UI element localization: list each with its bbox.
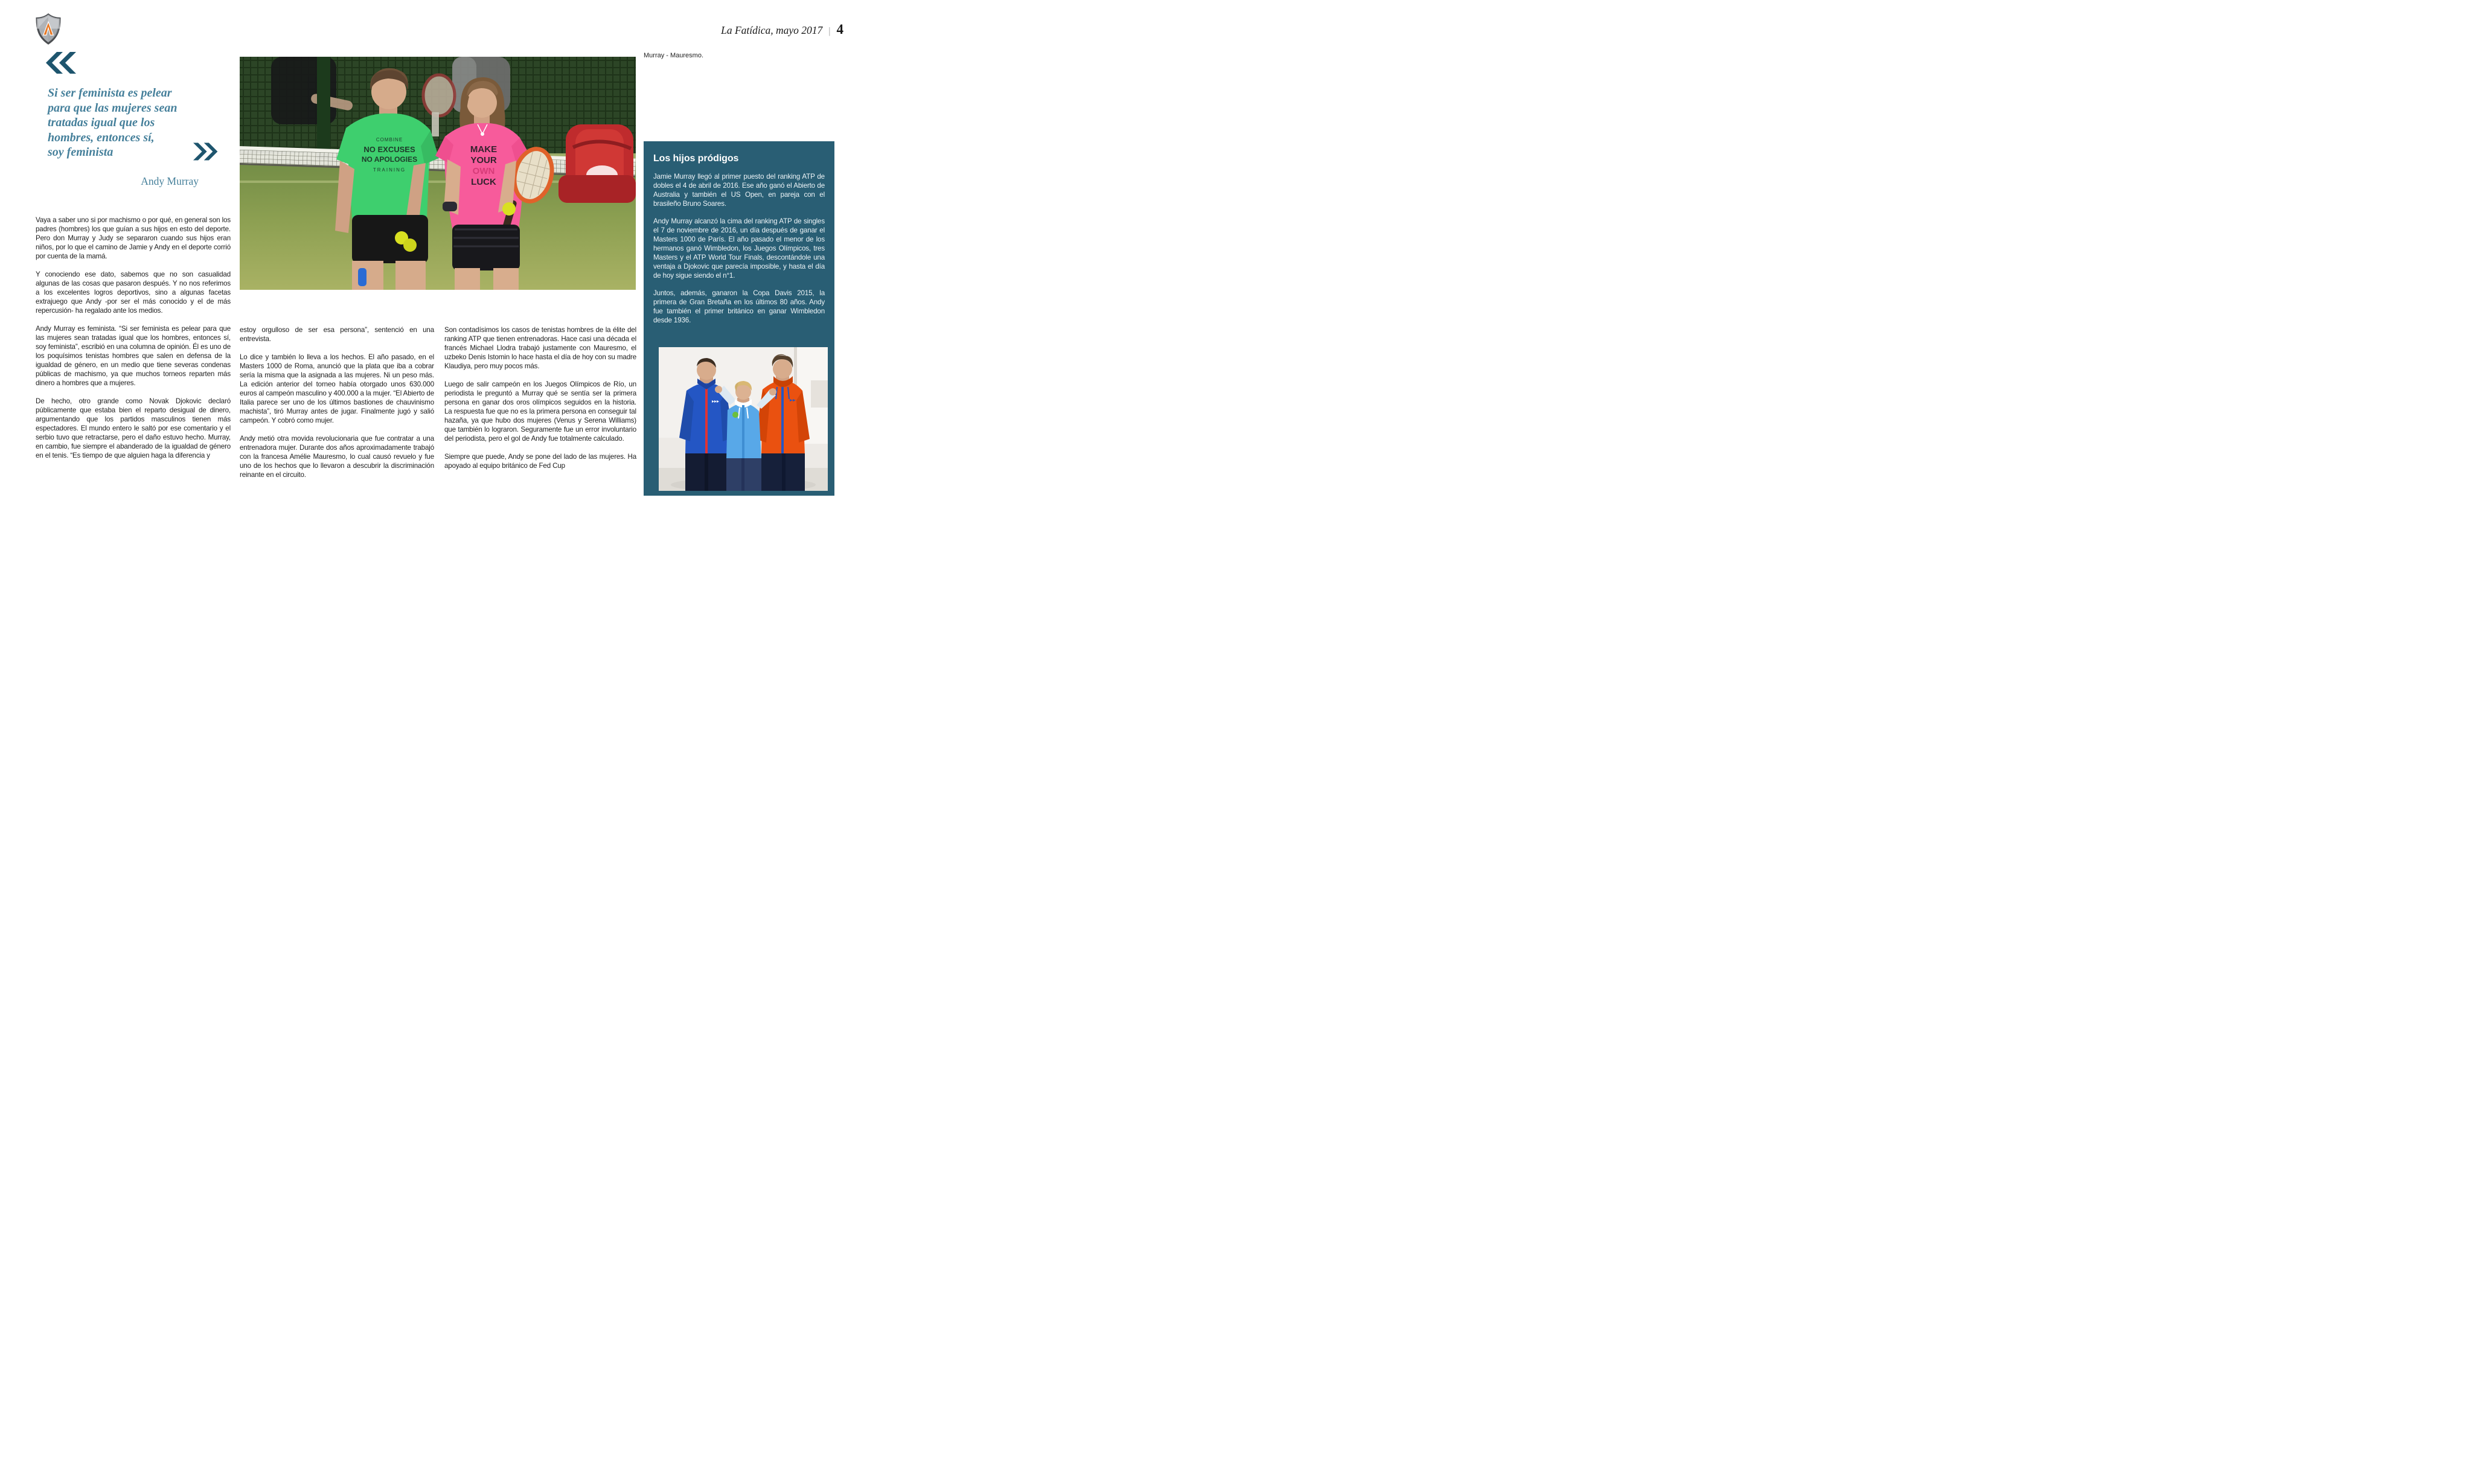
open-quote-icon [45,52,76,74]
family-photo [659,347,828,491]
svg-text:NO EXCUSES: NO EXCUSES [363,145,415,154]
pull-quote-line: para que las mujeres sean [48,101,178,115]
paragraph: De hecho, otro grande como Novak Djokovic declaró públicamente que estaba bien el reparto desigual de dinero, argumentando que los partidos masculinos tienen más espectadores. El mundo entero le saltó por ese comentario y el serbio tuvo que retractarse, pero el daño estuvo hecho. Murray, en cambio, fue siempre el abanderado de la igualdad de género en el tenis. “Es tiempo de que alguien haga la diferencia y [36,397,231,459]
sidebar-box [644,141,834,496]
article-column-3 [444,325,636,479]
shield-logo-icon [34,13,62,45]
svg-text:NO APOLOGIES: NO APOLOGIES [361,155,418,164]
magazine-page [0,0,871,519]
photo-caption: Murray - Mauresmo. [644,52,704,59]
paragraph: Lo dice y también lo lleva a los hechos. El año pasado, en el Masters 1000 de Roma, anunció que la plata que iba a cobrar sería la misma que la asignada a las mujeres. Ni un peso más. La edición anterior del torneo había otorgado unos 630.000 euros al campeón masculino y 400.000 a la mujer. “El Abierto de Italia parece ser uno de los últimos bastiones de chauvinismo machista”, tiró Murray antes de jugar. Finalmente jugó y salió campeón. Y cobró como mujer. [240,353,434,424]
tennis-ball [403,238,417,252]
wrist-watch [443,202,457,211]
paragraph: Andy Murray es feminista. “Si ser feminista es pelear para que las mujeres sean tratadas igual que los hombres, entonces sí, soy feminista”, escribió en una columna de opinión. Él es uno de los poquísimos tenistas hombres que salen en defensa de la igualdad de género, en un medio que tiene severas condenas públicas de machismo, ya que muchos torneos reparten más dinero a hombres que a mujeres. [36,325,231,387]
paragraph: Son contadísimos los casos de tenistas hombres de la élite del ranking ATP que tienen entrenadoras. Hace casi una década el francés Michael Llodra trabajó justamente con Mauresmo, el uzbeko Denis Istomin lo hace hasta el día de hoy con su madre Klaudiya, pero muy pocos más. [444,326,636,370]
sidebar-paragraph: Juntos, además, ganaron la Copa Davis 2015, la primera de Gran Bretaña en los últimos 80 años. Andy fue también el primer británico en ganar Wimbledon desde 1936. [653,289,825,324]
tennis-bag [558,124,636,203]
shirt-slogan-right [470,144,497,187]
paragraph: Luego de salir campeón en los Juegos Olímpicos de Río, un periodista le preguntó a Murray qué se sentía ser la primera persona en ganar dos oros olímpicos seguidos en la historia. La respuesta fue que no es la primera persona en conseguir tal hazaña, ya que hubo dos mujeres (Venus y Serena Williams) que también lo lograron. Seguramente fue un error involuntario del periodista, pero el gol de Andy fue totalmente calculado. [444,380,636,443]
svg-text:TRAINING: TRAINING [373,167,406,173]
svg-text:OWN: OWN [472,166,495,176]
paragraph: estoy orgulloso de ser esa persona”, sentenció en una entrevista. [240,326,434,343]
sidebar-paragraph: Andy Murray alcanzó la cima del ranking ATP de singles el 7 de noviembre de 2016, un día después de ganar el Masters 1000 de París. El año pasado el menor de los hermanos ganó Wimbledon, los Juegos Olímpicos, tres Masters y el ATP World Tour Finals, descontándole una ventaja a Djokovic que parecía imposible, y hasta el día de hoy sigue siendo el n°1. [653,217,825,280]
svg-text:LUCK: LUCK [471,177,496,187]
paragraph: Y conociendo ese dato, sabemos que no son casualidad algunas de las cosas que pasaron después. Y no nos referimos a los excelentes logros deportivos, sino a algunas facetas extrajuego que Andy -por ser el más conocido y el de más repercusión- ha regalado ante los medios. [36,270,231,315]
pull-quote-line: Si ser feminista es pelear [48,86,172,100]
sidebar-paragraph: Jamie Murray llegó al primer puesto del ranking ATP de dobles el 4 de abril de 2016. Ese año ganó el Abierto de Australia y también el US Open, en pareja con el brasileño Bruno Soares. [653,173,825,208]
pull-quote-line: soy feminista [48,146,114,159]
page-number: 4 [836,22,843,37]
close-quote-icon [193,141,219,162]
tennis-ball [502,202,516,216]
pull-quote-line: tratadas igual que los [48,116,155,130]
main-photo [240,57,636,290]
sidebar-title: Los hijos pródigos [653,153,739,164]
pull-quote-line: hombres, entonces sí, [48,130,155,144]
paragraph: Vaya a saber uno si por machismo o por qué, en general son los padres (hombres) los que guían a sus hijos en esto del deporte. Pero don Murray y Judy se separaron cuando sus hijos eran niños, por lo que el camino de Jamie y Andy en el deporte corrió por cuenta de la mamá. [36,216,231,260]
header-separator: | [828,26,831,36]
paragraph: Siempre que puede, Andy se pone del lado de las mujeres. Ha apoyado al equipo británico de Fed Cup [444,453,636,470]
net-post [317,57,330,159]
svg-text:COMBINE: COMBINE [376,137,403,142]
svg-text:YOUR: YOUR [470,155,497,165]
article-column-1 [36,216,231,469]
paragraph: Andy metió otra movida revolucionaria que fue contratar a una entrenadora mujer. Durante dos años aproximadamente trabajó con la francesa Amélie Mauresmo, lo cual causó revuelo y fue uno de los hechos que lo llevaron a descubrir la discriminación reinante en el circuito. [240,435,434,479]
issue-title: La Fatídica, mayo 2017 [721,24,823,36]
masthead [721,22,843,37]
svg-text:MAKE: MAKE [470,144,498,155]
pull-quote [48,86,206,160]
quote-attribution: Andy Murray [141,175,199,187]
article-column-2 [240,325,434,488]
